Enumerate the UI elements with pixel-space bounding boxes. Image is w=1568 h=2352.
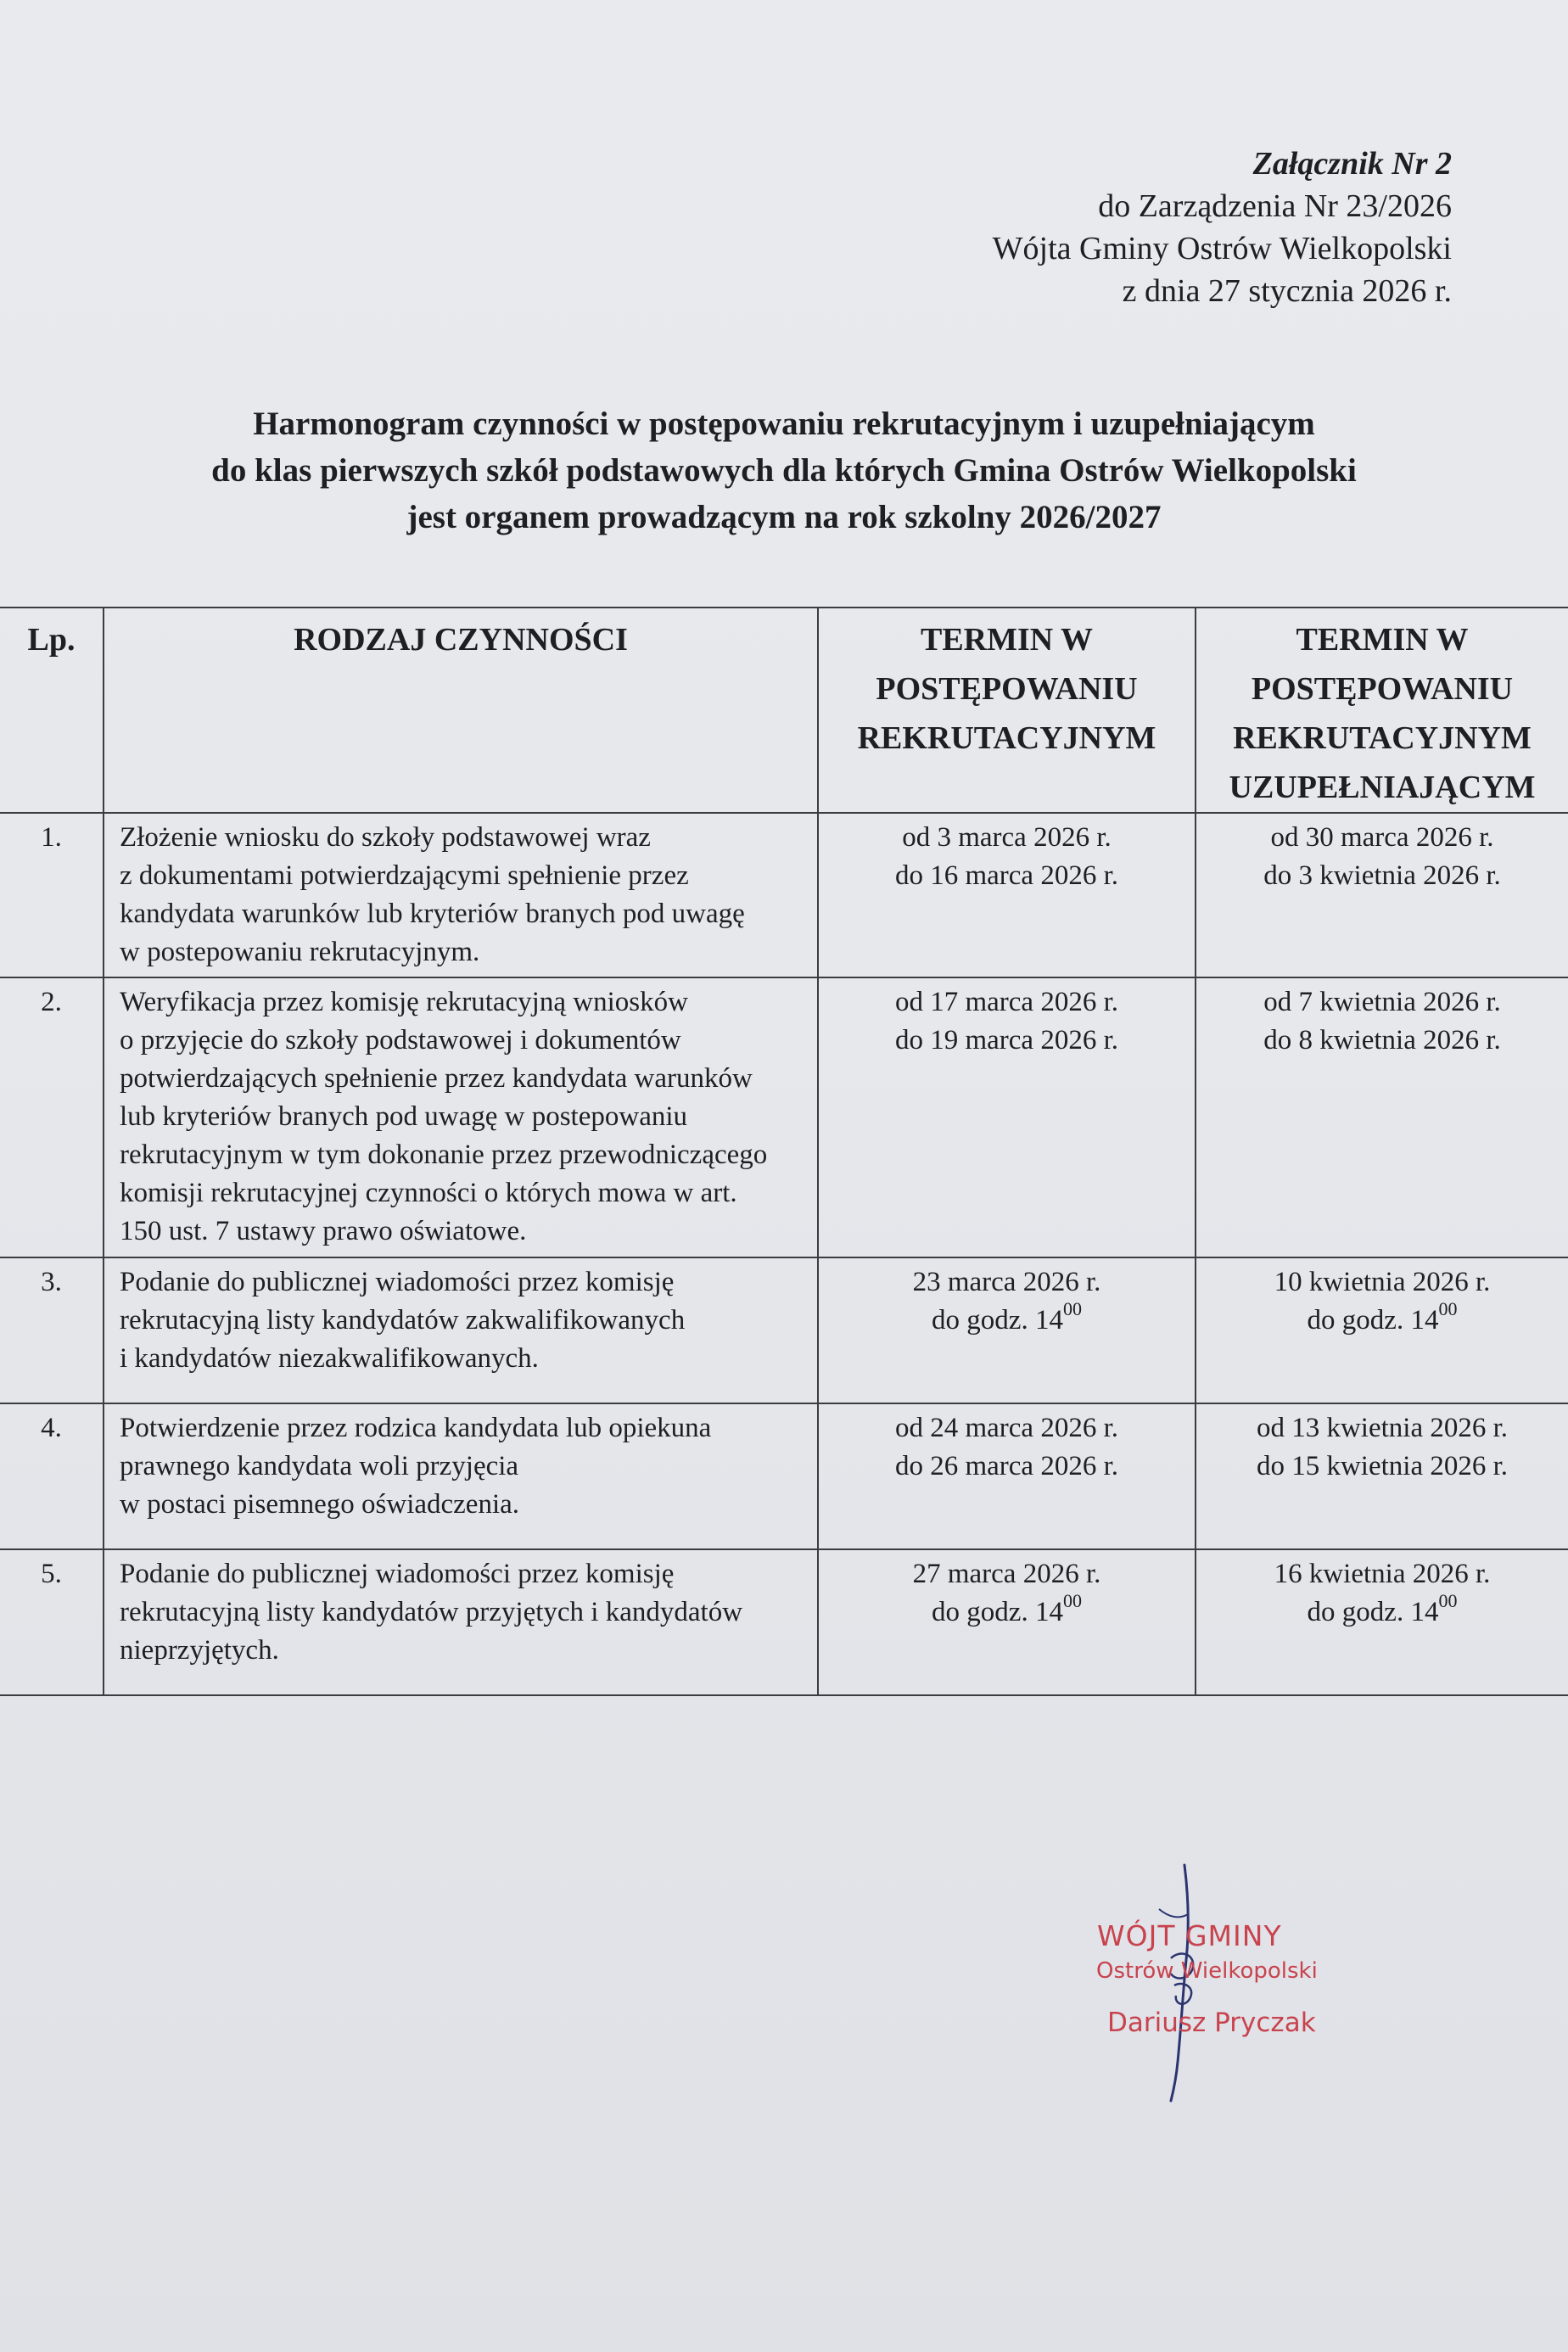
- term-line: do 26 marca 2026 r.: [894, 1451, 1119, 1481]
- activity-line: w postepowaniu rekrutacyjnym.: [120, 937, 480, 967]
- term-hour: [1197, 1298, 1567, 1340]
- term-line: od 17 marca 2026 r.: [894, 987, 1119, 1017]
- stamp-name: Dariusz Pryczak: [1107, 2008, 1316, 2038]
- row-term-recruitment: [818, 977, 1196, 1257]
- row-number: 1.: [0, 813, 104, 977]
- term-line: 27 marca 2026 r.: [912, 1559, 1101, 1589]
- table-row: [0, 813, 1568, 977]
- term-line: 23 marca 2026 r.: [912, 1267, 1101, 1297]
- hour-minutes: 00: [1062, 1590, 1082, 1611]
- activity-line: rekrutacyjną listy kandydatów przyjętych i kandydatów: [120, 1597, 743, 1627]
- hour-minutes: 00: [1438, 1590, 1458, 1611]
- row-term-supplementary: [1196, 813, 1568, 977]
- row-term-supplementary: [1196, 1257, 1568, 1403]
- hour-minutes: 00: [1062, 1298, 1082, 1319]
- header-term2-line: POSTĘPOWANIU: [1251, 671, 1514, 707]
- activity-line: kandydata warunków lub kryteriów branych pod uwagę: [120, 899, 745, 929]
- row-activity: [104, 1257, 818, 1403]
- header-term2-line: REKRUTACYJNYM: [1233, 720, 1532, 756]
- header-term-recruitment: [818, 608, 1196, 813]
- schedule-table: [0, 607, 1568, 1696]
- activity-line: Potwierdzenie przez rodzica kandydata lub opiekuna: [120, 1413, 712, 1443]
- term-line: do 15 kwietnia 2026 r.: [1256, 1451, 1509, 1481]
- activity-line: Podanie do publicznej wiadomości przez komisję: [120, 1267, 675, 1297]
- hour-minutes: 00: [1438, 1298, 1458, 1319]
- activity-line: rekrutacyjnym w tym dokonanie przez przewodniczącego: [120, 1140, 768, 1170]
- row-term-recruitment: [818, 1403, 1196, 1549]
- stamp-municipality: Ostrów Wielkopolski: [1096, 1958, 1318, 1984]
- term-line: 10 kwietnia 2026 r.: [1274, 1267, 1491, 1297]
- row-term-recruitment: [818, 1549, 1196, 1695]
- annex-ordinance: do Zarządzenia Nr 23/2026: [1098, 188, 1452, 224]
- term-line: do 19 marca 2026 r.: [894, 1025, 1119, 1056]
- term-hour: [820, 1298, 1194, 1340]
- activity-line: prawnego kandydata woli przyjęcia: [120, 1451, 519, 1481]
- activity-line: Weryfikacja przez komisję rekrutacyjną wniosków: [120, 987, 688, 1017]
- header-term2-line: TERMIN W: [1296, 622, 1469, 658]
- hour-text: do godz. 14: [932, 1597, 1063, 1627]
- activity-line: Podanie do publicznej wiadomości przez komisję: [120, 1559, 675, 1589]
- term-line: do 8 kwietnia 2026 r.: [1263, 1025, 1501, 1056]
- term-line: do 3 kwietnia 2026 r.: [1263, 860, 1501, 891]
- table-row: [0, 977, 1568, 1257]
- activity-line: rekrutacyjną listy kandydatów zakwalifikowanych: [120, 1305, 686, 1336]
- header-term-supplementary: [1196, 608, 1568, 813]
- hour-text: do godz. 14: [1307, 1305, 1439, 1336]
- activity-line: nieprzyjętych.: [120, 1635, 279, 1666]
- term-line: od 13 kwietnia 2026 r.: [1256, 1413, 1509, 1443]
- row-term-recruitment: [818, 813, 1196, 977]
- table-row: [0, 1257, 1568, 1403]
- term-line: do 16 marca 2026 r.: [894, 860, 1119, 891]
- activity-line: w postaci pisemnego oświadczenia.: [120, 1489, 520, 1520]
- hour-text: do godz. 14: [1307, 1597, 1439, 1627]
- annex-number: Załącznik Nr 2: [1252, 146, 1452, 182]
- header-lp: Lp.: [0, 608, 104, 813]
- row-activity: [104, 1403, 818, 1549]
- row-term-supplementary: [1196, 1403, 1568, 1549]
- row-number: 5.: [0, 1549, 104, 1695]
- header-term2-line: UZUPEŁNIAJĄCYM: [1229, 770, 1536, 805]
- activity-line: lub kryteriów branych pod uwagę w postepowaniu: [120, 1101, 688, 1132]
- row-activity: [104, 813, 818, 977]
- annex-date: z dnia 27 stycznia 2026 r.: [1122, 273, 1452, 309]
- term-line: 16 kwietnia 2026 r.: [1274, 1559, 1491, 1589]
- row-term-supplementary: [1196, 1549, 1568, 1695]
- row-term-recruitment: [818, 1257, 1196, 1403]
- hour-text: do godz. 14: [932, 1305, 1063, 1336]
- row-activity: [104, 977, 818, 1257]
- term-line: od 3 marca 2026 r.: [902, 822, 1112, 853]
- annex-header: [993, 143, 1452, 312]
- stamp-title: WÓJT GMINY: [1097, 1919, 1282, 1952]
- activity-line: z dokumentami potwierdzającymi spełnienie przez: [120, 860, 689, 891]
- term-hour: [820, 1590, 1194, 1632]
- table-header-row: [0, 608, 1568, 813]
- row-term-supplementary: [1196, 977, 1568, 1257]
- activity-line: Złożenie wniosku do szkoły podstawowej wraz: [120, 822, 651, 853]
- activity-line: o przyjęcie do szkoły podstawowej i dokumentów: [120, 1025, 681, 1056]
- row-number: 2.: [0, 977, 104, 1257]
- row-number: 3.: [0, 1257, 104, 1403]
- title-line-1: Harmonogram czynności w postępowaniu rekrutacyjnym i uzupełniającym: [253, 406, 1315, 442]
- term-line: od 24 marca 2026 r.: [894, 1413, 1119, 1443]
- row-activity: [104, 1549, 818, 1695]
- header-term1-line: TERMIN W: [920, 622, 1094, 658]
- activity-line: komisji rekrutacyjnej czynności o których mowa w art.: [120, 1178, 737, 1208]
- term-line: od 30 marca 2026 r.: [1270, 822, 1494, 853]
- annex-issuer: Wójta Gminy Ostrów Wielkopolski: [992, 231, 1452, 266]
- header-term1-line: POSTĘPOWANIU: [876, 671, 1138, 707]
- term-line: od 7 kwietnia 2026 r.: [1263, 987, 1501, 1017]
- title-line-3: jest organem prowadzącym na rok szkolny 2026/2027: [406, 499, 1162, 535]
- title-line-2: do klas pierwszych szkół podstawowych dla których Gmina Ostrów Wielkopolski: [211, 452, 1357, 489]
- activity-line: 150 ust. 7 ustawy prawo oświatowe.: [120, 1216, 527, 1246]
- document-title: [0, 400, 1568, 540]
- header-activity: RODZAJ CZYNNOŚCI: [104, 608, 818, 813]
- row-number: 4.: [0, 1403, 104, 1549]
- activity-line: potwierdzających spełnienie przez kandydata warunków: [120, 1063, 753, 1094]
- table-row: [0, 1403, 1568, 1549]
- header-term1-line: REKRUTACYJNYM: [857, 720, 1156, 756]
- term-hour: [1197, 1590, 1567, 1632]
- table-row: [0, 1549, 1568, 1695]
- activity-line: i kandydatów niezakwalifikowanych.: [120, 1343, 539, 1374]
